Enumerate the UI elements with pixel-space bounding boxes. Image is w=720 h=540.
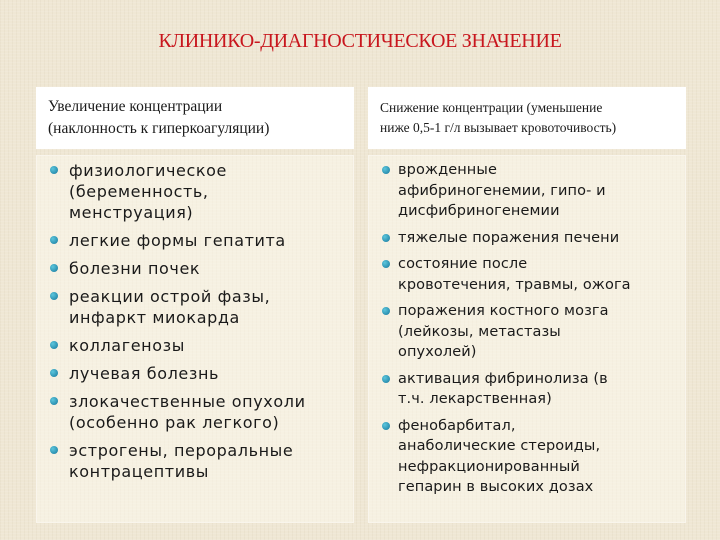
item-line: состояние после bbox=[398, 256, 528, 272]
circle-bullet-icon bbox=[50, 292, 58, 300]
item-line: кровотечения, травмы, ожога bbox=[398, 276, 631, 293]
circle-bullet-icon bbox=[382, 260, 390, 268]
circle-bullet-icon bbox=[50, 369, 58, 377]
left-column-header bbox=[36, 87, 354, 149]
left-header-line: Увеличение концентрации bbox=[48, 98, 223, 115]
list-item bbox=[50, 160, 347, 223]
item-line: (беременность, bbox=[69, 182, 209, 201]
item-line: (лейкозы, метастазы bbox=[398, 323, 561, 340]
item-line: (особенно рак легкого) bbox=[69, 413, 280, 432]
item-line: физиологическое bbox=[69, 161, 227, 180]
circle-bullet-icon bbox=[50, 397, 58, 405]
list-item bbox=[382, 160, 681, 222]
item-line: анаболические стероиды, bbox=[398, 438, 601, 454]
list-item bbox=[50, 363, 347, 384]
item-line: активация фибринолиза (в bbox=[398, 370, 608, 387]
item-line: менструация) bbox=[69, 203, 194, 222]
slide-title: КЛИНИКО-ДИАГНОСТИЧЕСКОЕ ЗНАЧЕНИЕ bbox=[158, 30, 562, 52]
item-line: дисфибриногенемии bbox=[398, 203, 560, 219]
right-column-panel bbox=[368, 155, 686, 523]
list-item bbox=[382, 228, 681, 249]
circle-bullet-icon bbox=[50, 341, 58, 349]
list-item bbox=[50, 230, 347, 251]
circle-bullet-icon bbox=[50, 166, 58, 174]
circle-bullet-icon bbox=[382, 375, 390, 383]
item-line: реакции острой фазы, bbox=[69, 287, 271, 306]
list-item bbox=[50, 440, 347, 482]
right-header-line: ниже 0,5-1 г/л вызывает кровоточивость) bbox=[380, 120, 617, 135]
list-item bbox=[382, 416, 681, 498]
item-line: лучевая болезнь bbox=[69, 364, 220, 383]
item-line: опухолей) bbox=[398, 344, 477, 360]
circle-bullet-icon bbox=[50, 446, 58, 454]
circle-bullet-icon bbox=[50, 236, 58, 244]
item-line: коллагенозы bbox=[69, 336, 185, 355]
circle-bullet-icon bbox=[382, 166, 390, 174]
circle-bullet-icon bbox=[382, 307, 390, 315]
circle-bullet-icon bbox=[382, 234, 390, 242]
right-header-line: Снижение концентрации (уменьшение bbox=[380, 100, 603, 115]
list-item bbox=[50, 391, 347, 433]
item-line: гепарин в высоких дозах bbox=[398, 479, 594, 495]
item-line: эстрогены, пероральные bbox=[69, 441, 294, 460]
item-line: тяжелые поражения печени bbox=[398, 229, 620, 246]
circle-bullet-icon bbox=[382, 422, 390, 430]
item-line: злокачественные опухоли bbox=[69, 392, 306, 411]
item-line: легкие формы гепатита bbox=[69, 231, 286, 250]
item-line: нефракционированный bbox=[398, 458, 580, 475]
item-line: т.ч. лекарственная) bbox=[398, 391, 552, 407]
list-item bbox=[382, 301, 681, 363]
left-column-panel bbox=[36, 155, 354, 523]
item-line: инфаркт миокарда bbox=[69, 308, 240, 327]
item-line: афибриногенемии, гипо- и bbox=[398, 182, 606, 199]
left-bullet-list bbox=[50, 160, 347, 482]
item-line: врожденные bbox=[398, 162, 497, 178]
circle-bullet-icon bbox=[50, 264, 58, 272]
right-bullet-list bbox=[382, 160, 681, 498]
item-line: болезни почек bbox=[69, 259, 201, 278]
item-line: контрацептивы bbox=[69, 462, 209, 481]
list-item bbox=[382, 254, 681, 295]
item-line: фенобарбитал, bbox=[398, 417, 516, 434]
list-item bbox=[50, 258, 347, 279]
item-line: поражения костного мозга bbox=[398, 303, 609, 319]
list-item bbox=[382, 369, 681, 410]
list-item bbox=[50, 335, 347, 356]
left-header-line: (наклонность к гиперкоагуляции) bbox=[48, 120, 270, 137]
list-item bbox=[50, 286, 347, 328]
right-column-header bbox=[368, 87, 686, 149]
